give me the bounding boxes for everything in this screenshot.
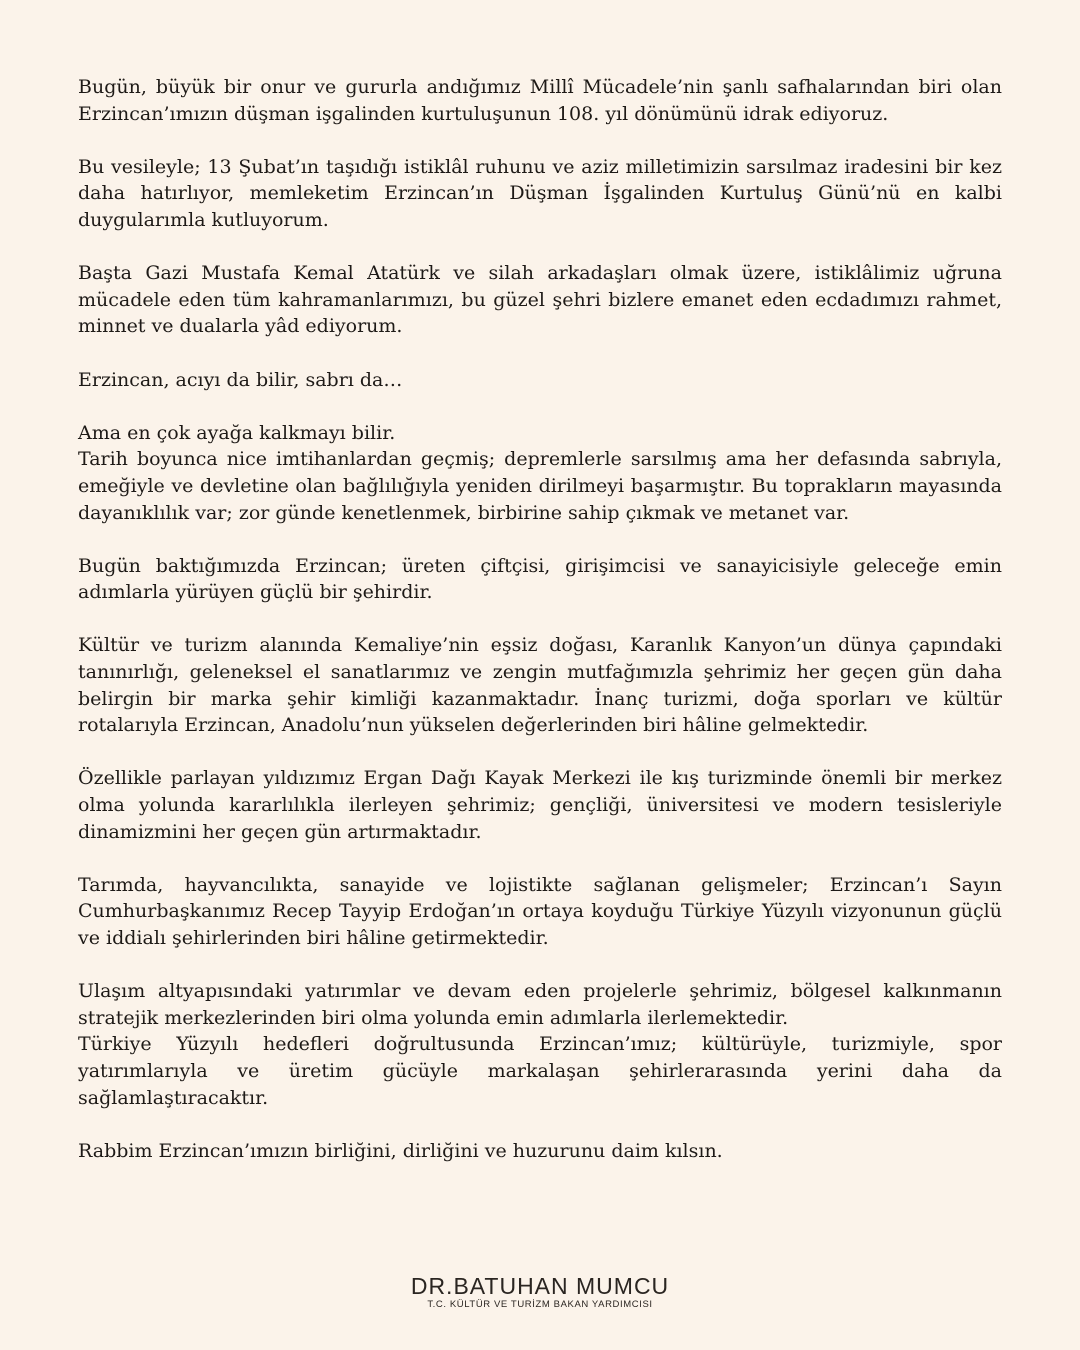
paragraph-11: Ulaşım altyapısındaki yatırımlar ve devam eden projelerle şehrimiz, bölgesel kalkınmanın stratejik merkezlerinden biri olma yolunda emin adımlarla ilerlemektedir. [78,980,1002,1029]
paragraph-12: Türkiye Yüzyılı hedefleri doğrultusunda Erzincan’ımız; kültürüyle, turizmiyle, spor yatırımlarıyla ve üretim gücüyle markalaşan şehirlerarasında yerini daha da sağlamlaştıracaktır. [78,1033,1002,1109]
paragraph-spacer [78,127,1002,154]
paragraph-5: Ama en çok ayağa kalkmayı bilir. [78,421,396,444]
paragraph-7: Bugün baktığımızda Erzincan; üreten çiftçisi, girişimcisi ve sanayicisiyle geleceğe emin adımlarla yürüyen güçlü bir şehirdir. [78,554,1002,604]
paragraph-1: Bugün, büyük bir onur ve gururla andığımız Millî Mücadele’nin şanlı safhalarından biri olan Erzincan’ımızın düşman işgalinden kurtuluşunun 108. yıl dönümünü idrak ediyoruz. [78,76,1002,125]
paragraph-spacer [78,340,1002,367]
paragraph-spacer [78,952,1002,979]
paragraph-spacer [78,393,1002,420]
paragraph-8: Kültür ve turizm alanında Kemaliye’nin eşsiz doğası, Karanlık Kanyon’un dünya çapındaki tanınırlığı, geleneksel el sanatlarımız ve zengin mutfağımızla şehrimiz her geçen gün daha belirgin bir marka şehir kimliği kazanmaktadır. İnanç turizmi, doğa sporları ve kültür rotalarıyla Erzincan, Anadolu’nun yükselen değerlerinden biri hâline gelmektedir. [78,634,1002,737]
paragraph-spacer [78,739,1002,766]
paragraph-3: Başta Gazi Mustafa Kemal Atatürk ve silah arkadaşları olmak üzere, istiklâlimiz uğruna mücadele eden tüm kahramanlarımızı, bu güzel şehri bizlere emanet eden ecdadımızı rahmet, minnet ve dualarla yâd ediyorum. [78,262,1002,338]
signature-name: DR.BATUHAN MUMCU [410,1273,670,1299]
paragraph-spacer [78,606,1002,633]
paragraph-4: Erzincan, acıyı da bilir, sabrı da… [78,368,403,391]
letter-body [78,74,1002,1164]
paragraph-10: Tarımda, hayvancılıkta, sanayide ve lojistikte sağlanan gelişmeler; Erzincan’ı Sayın Cumhurbaşkanımız Recep Tayyip Erdoğan’ın ortaya koyduğu Türkiye Yüzyılı vizyonunun güçlü ve iddialı şehirlerinden biri hâline getirmektedir. [78,873,1002,949]
paragraph-spacer [78,1111,1002,1138]
signature-title: T.C. KÜLTÜR VE TURİZM BAKAN YARDIMCISI [427,1299,653,1310]
paragraph-9: Özellikle parlayan yıldızımız Ergan Dağı Kayak Merkezi ile kış turizminde önemli bir merkez olma yolunda kararlılıkla ilerleyen şehrimiz; gençliği, üniversitesi ve modern tesisleriyle dinamizmini her geçen gün artırmaktadır. [78,767,1002,843]
paragraph-spacer [78,845,1002,872]
paragraph-2: Bu vesileyle; 13 Şubat’ın taşıdığı istiklâl ruhunu ve aziz milletimizin sarsılmaz iradesini bir kez daha hatırlıyor, memleketim Erzincan’ın Düşman İşgalinden Kurtuluş Günü’nü en kalbi duygularımla kutluyorum. [78,155,1002,231]
paragraph-spacer [78,526,1002,553]
paragraph-6: Tarih boyunca nice imtihanlardan geçmiş; depremlerle sarsılmış ama her defasında sabrıyla, emeğiyle ve devletine olan bağlılığıyla yeniden dirilmeyi başarmıştır. Bu toprakların mayasında dayanıklılık var; zor günde kenetlenmek, birbirine sahip çıkmak ve metanet var. [78,448,1002,524]
paragraph-13: Rabbim Erzincan’ımızın birliğini, dirliğini ve huzurunu daim kılsın. [78,1139,723,1162]
paragraph-spacer [78,234,1002,261]
signature-block [0,1273,1080,1311]
